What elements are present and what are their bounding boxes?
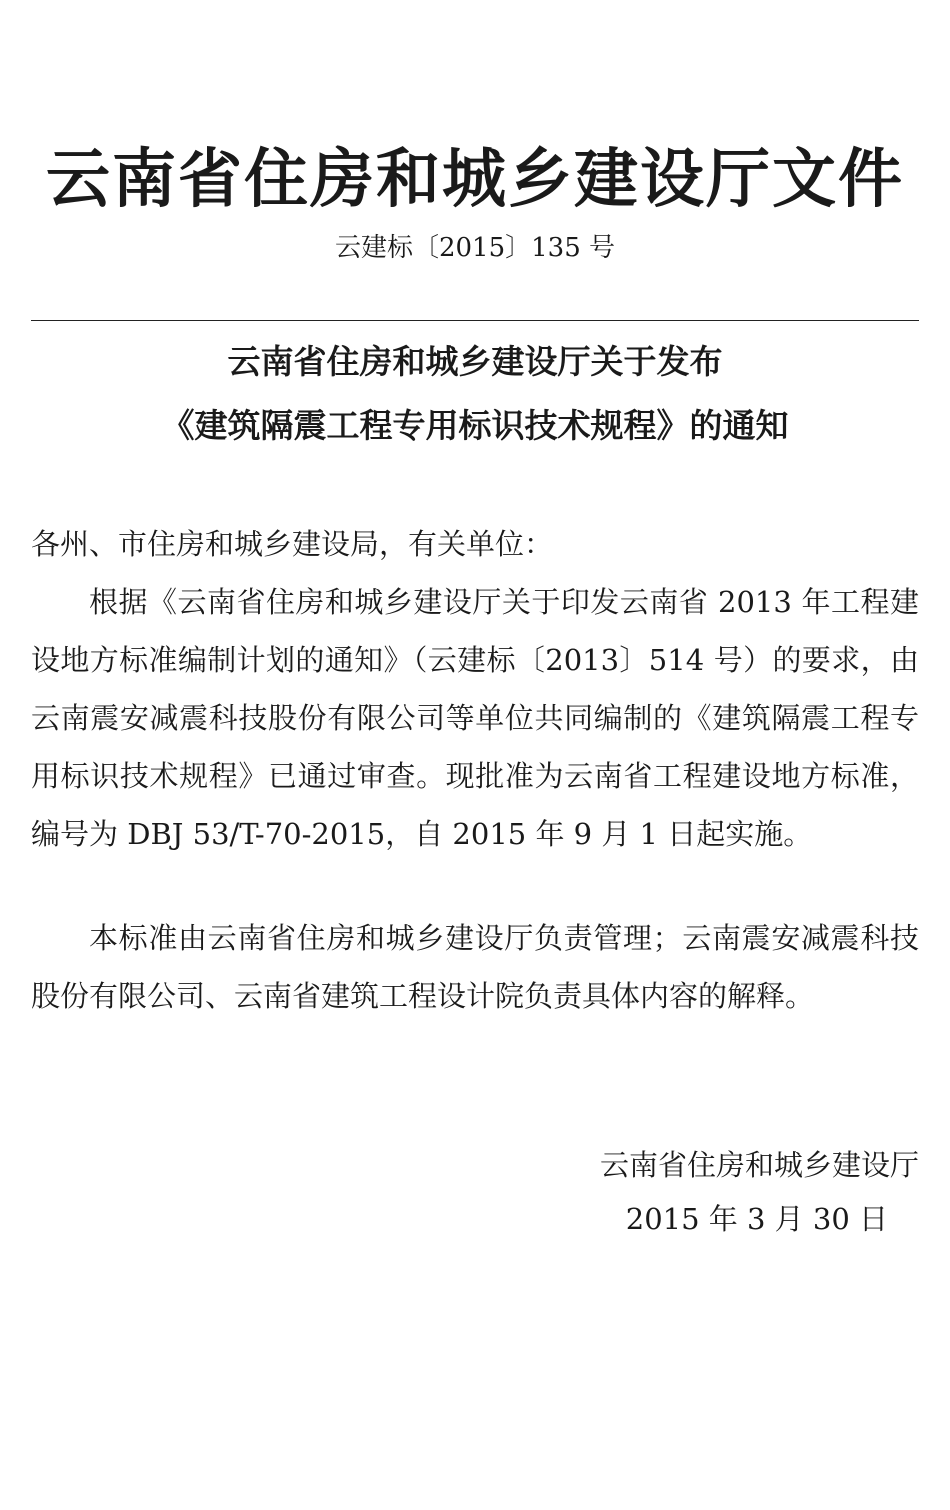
document-number: 云建标〔2015〕135 号	[334, 233, 616, 263]
body-paragraph-1: 根据《云南省住房和城乡建设厅关于印发云南省 2013 年工程建设地方标准编制计划的通知》（云建标〔2013〕514 号）的要求，由云南震安减震科技股份有限公司等单位共同编制的《建筑隔震工程专用标识技术规程》已通过审查。现批准为云南省工程建设地方标准，编号为 DBJ 53/T-70-2015，自 2015 年 9 月 1 日起实施。	[31, 585, 919, 851]
header-divider	[31, 320, 919, 321]
signature-date: 2015 年 3 月 30 日	[625, 1202, 888, 1236]
document-header-title: 云南省住房和城乡建设厅文件	[46, 142, 904, 217]
salutation: 各州、市住房和城乡建设局，有关单位：	[31, 527, 554, 561]
body-paragraph-2: 本标准由云南省住房和城乡建设厅负责管理；云南震安减震科技股份有限公司、云南省建筑工程设计院负责具体内容的解释。	[31, 921, 919, 1013]
notice-title-line2: 《建筑隔震工程专用标识技术规程》的通知	[161, 406, 789, 445]
notice-title-line1: 云南省住房和城乡建设厅关于发布	[227, 342, 723, 381]
signature-issuer: 云南省住房和城乡建设厅	[599, 1148, 919, 1182]
